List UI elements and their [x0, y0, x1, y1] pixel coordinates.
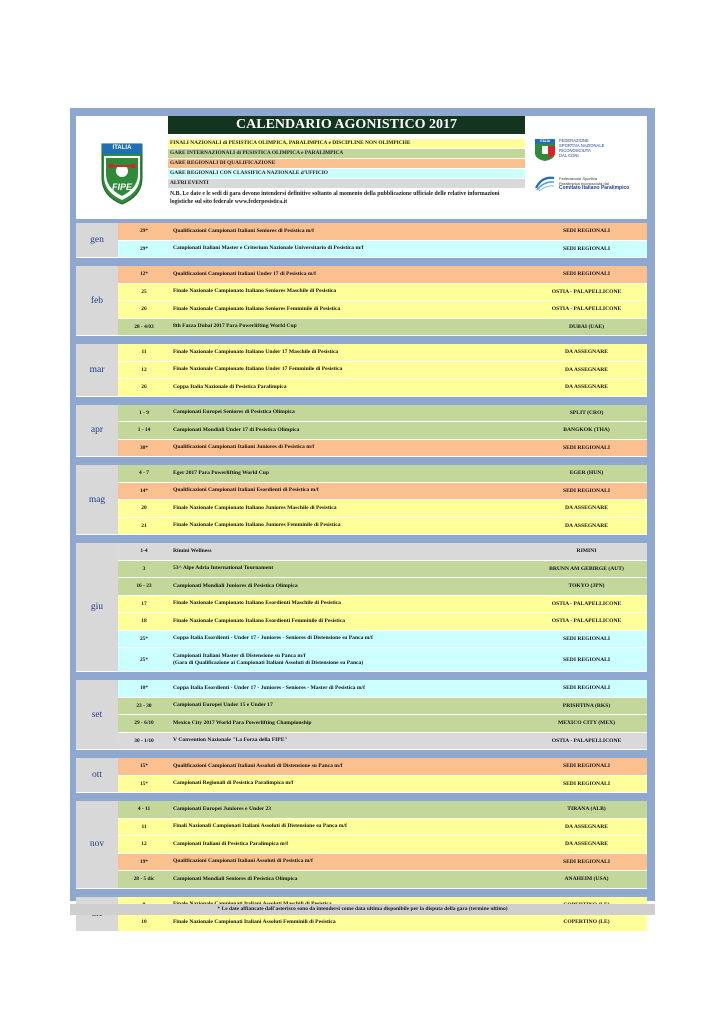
- month-label: mag: [76, 465, 118, 534]
- event-place: SEDI REGIONALI: [562, 635, 611, 642]
- event-name: Campionati Europei Seniores di Pesistica Olimpica: [173, 409, 295, 416]
- event-place: EGER (HUN): [569, 470, 604, 477]
- event-place: TOKYO (JPN): [568, 583, 605, 590]
- event-name: Rimini Wellness: [173, 547, 212, 554]
- event-name: Qualificazioni Campionati Italiani Seniores di Pesistica m/f: [173, 227, 314, 234]
- event-row: [118, 836, 647, 853]
- event-name: Finale Nazionale Campionato Italiano Juniores Maschile di Pesistica: [173, 504, 337, 511]
- event-row: [118, 543, 647, 560]
- info-note: N.B. Le date e le sedi di gara devono intendersi definitive soltanto al momento della pubblicazione ufficiale delle relative informazioni logistiche sul sito federale www.federpesistica.it: [170, 191, 500, 205]
- event-row: [118, 758, 647, 775]
- event-place: SPLIT (CRO): [569, 409, 604, 416]
- fipe-name-label: FIPE: [111, 182, 132, 192]
- month-label: giu: [76, 543, 118, 671]
- coni-text-line: SPORTIVA NAZIONALE: [559, 143, 605, 148]
- event-name: Qualificazioni Campionati Italiani Under 17 di Pesistica m/f: [173, 270, 317, 277]
- month-label: gen: [76, 223, 118, 257]
- event-row: [118, 914, 647, 931]
- event-date: 17: [141, 600, 147, 607]
- fipe-country-label: ITALIA: [112, 145, 132, 151]
- month-label: ott: [76, 758, 118, 792]
- event-date: 14*: [139, 487, 149, 494]
- event-row: [118, 561, 647, 578]
- event-place: SEDI REGIONALI: [562, 780, 611, 787]
- event-date: 12: [141, 841, 147, 848]
- event-date: 15*: [139, 763, 149, 770]
- event-name: Finale Nazionale Campionato Italiano Under 17 Maschile di Pesistica: [173, 348, 339, 355]
- event-date: 10: [141, 919, 147, 926]
- month-giu: [76, 543, 647, 672]
- event-date: 15*: [139, 780, 149, 787]
- event-row: [118, 596, 647, 613]
- legend-item: ALTRI EVENTI: [168, 179, 525, 188]
- event-place: OSTIA - PALAPELLICONE: [551, 600, 622, 607]
- event-name: Coppa Italia Esordienti - Under 17 - Juniores - Seniores di Distensione su Panca m/f: [173, 635, 373, 642]
- month-feb: [76, 266, 647, 336]
- event-name-line: Campionati Italiani Master di Distensione su Panca m/f: [173, 652, 306, 659]
- cip-text: [559, 176, 629, 191]
- event-row: [118, 680, 647, 697]
- event-date: 23 - 30: [136, 702, 152, 709]
- event-row: [118, 284, 647, 301]
- event-place: DA ASSEGNARE: [564, 349, 609, 356]
- legend-item: FINALI NAZIONALI di PESISTICA OLIMPICA, PARALIMPICA e DISCIPLINE NON OLIMPICHE: [168, 139, 525, 148]
- fipe-shield-icon: [76, 116, 168, 219]
- event-place: SEDI REGIONALI: [562, 487, 611, 494]
- cip-name: Comitato Italiano Paralimpico: [559, 185, 630, 191]
- event-place: DA ASSEGNARE: [564, 505, 609, 512]
- event-date: 25*: [139, 656, 149, 663]
- event-date: 1 - 9: [139, 409, 149, 416]
- event-name-subline: (Gara di Qualificazione ai Campionati Italiani Assoluti di Distensione su Panca): [173, 659, 364, 666]
- event-name: Qualificazioni Campionati Italiani Assoluti di Pesistica m/f: [173, 858, 313, 865]
- event-row: [118, 715, 647, 732]
- month-gen: [76, 223, 647, 258]
- event-name: Finale Nazionale Campionato Italiano Esordienti Maschile di Pesistica: [173, 600, 341, 607]
- event-date: 4 - 7: [139, 470, 149, 477]
- event-date: 18: [141, 618, 147, 625]
- event-row: [118, 518, 647, 535]
- event-row: [118, 241, 647, 258]
- coni-text-line: DAL CONI: [559, 153, 579, 158]
- event-date: 3: [142, 565, 146, 572]
- event-name: Coppa Italia Nazionale di Pesistica Paralimpica: [173, 383, 287, 390]
- event-place: MEXICO CITY (MEX): [558, 720, 615, 727]
- event-place: SEDI REGIONALI: [562, 685, 611, 692]
- event-place: SEDI REGIONALI: [562, 858, 611, 865]
- event-row: [118, 613, 647, 630]
- month-label: mar: [76, 344, 118, 396]
- event-name: Coppa Italia Esordienti - Under 17 - Juniores - Seniores - Master di Pesistica m/f: [173, 684, 365, 691]
- event-date: 11: [141, 823, 147, 830]
- event-date: 16 - 23: [136, 583, 152, 590]
- partner-logos: [528, 116, 647, 219]
- event-date: 29*: [139, 245, 149, 252]
- cip-text-line: Paralimpica riconosciuta dal: [559, 181, 609, 186]
- event-date: 10*: [139, 685, 149, 692]
- event-row: [118, 223, 647, 240]
- event-date: 25: [141, 288, 147, 295]
- event-place: BRUNN AM GEBIRGE (AUT): [549, 565, 624, 572]
- event-place: SEDI REGIONALI: [562, 656, 611, 663]
- legend-item: GARE REGIONALI CON CLASSIFICA NAZIONALE d'UFFICIO: [168, 169, 525, 178]
- fipe-logo: [76, 116, 168, 219]
- coni-text-line: RICONOSCIUTA: [559, 148, 591, 153]
- event-date: 30*: [139, 444, 149, 451]
- legend-item: GARE REGIONALI DI QUALIFICAZIONE: [168, 159, 525, 168]
- event-date: 4 - 11: [137, 806, 151, 813]
- event-place: ANAHEIM (USA): [564, 876, 609, 883]
- event-row: [118, 819, 647, 836]
- event-name: Finali Nazionali Campionati Italiani Assoluti di Distensione su Panca m/f: [173, 823, 347, 830]
- event-place: DA ASSEGNARE: [564, 384, 609, 391]
- month-label: set: [76, 680, 118, 749]
- event-place: BANGKOK (THA): [563, 427, 610, 434]
- event-row: [118, 801, 647, 818]
- coni-text: [559, 138, 604, 158]
- event-name: Finale Nazionale Campionato Italiano Under 17 Femminile di Pesistica: [173, 366, 343, 373]
- event-place: SEDI REGIONALI: [562, 444, 611, 451]
- event-row: [118, 578, 647, 595]
- event-row: [118, 440, 647, 457]
- event-name: Campionati Europei Under 15 e Under 17: [173, 702, 273, 709]
- event-date: 29*: [139, 228, 149, 235]
- event-place: DA ASSEGNARE: [564, 522, 609, 529]
- event-date: 26: [141, 306, 147, 313]
- event-name: Finale Nazionale Campionato Italiano Seniores Femminile di Pesistica: [173, 305, 341, 312]
- month-apr: [76, 405, 647, 458]
- event-date: 20: [141, 505, 147, 512]
- coni-text-line: FEDERAZIONE: [559, 138, 589, 143]
- event-date: 1 - 14: [137, 427, 151, 434]
- event-place: DA ASSEGNARE: [564, 841, 609, 848]
- event-place: COPERTINO (LE): [563, 919, 610, 926]
- event-place: DUBAI (UAE): [569, 323, 604, 330]
- event-row: [118, 319, 647, 336]
- event-place: OSTIA - PALAPELLICONE: [551, 618, 622, 625]
- month-set: [76, 680, 647, 750]
- event-date: 30 - 1/10: [134, 737, 154, 744]
- event-date: 12*: [139, 271, 149, 278]
- event-name: Qualificazioni Campionati Italiani Juniores di Pesistica m/f: [173, 444, 315, 451]
- event-row: [118, 500, 647, 517]
- cip-text-line: Federazione Sportiva: [559, 176, 598, 181]
- event-row: [118, 483, 647, 500]
- cip-swoosh-icon: [534, 174, 556, 192]
- event-row: [118, 266, 647, 283]
- event-place: OSTIA - PALAPELLICONE: [551, 737, 622, 744]
- event-row: [118, 465, 647, 482]
- event-name: Campionati Mondiali Under 17 di Pesistica Olimpica: [173, 426, 300, 433]
- event-date: 28 - 4/03: [134, 323, 154, 330]
- event-name: Campionati Mondiali Seniores di Pesistica Olimpica: [173, 875, 298, 882]
- event-name: Campionati Italiani Master e Criterium Nazionale Universitario di Pesistica m/f: [173, 245, 364, 252]
- event-name: Finale Nazionale Campionato Italiano Esordienti Femminile di Pesistica: [173, 617, 346, 624]
- event-date: 26: [141, 384, 147, 391]
- event-row: [118, 344, 647, 361]
- month-label: apr: [76, 405, 118, 457]
- event-date: 28 - 5 dic: [133, 876, 155, 883]
- event-name: Campionati Italiani di Pesistica Paralimpica m/f: [173, 840, 289, 847]
- event-row: [118, 854, 647, 871]
- month-ott: [76, 758, 647, 793]
- event-row: [118, 405, 647, 422]
- event-name: V Convention Nazionale "La Forza della FIPE": [173, 737, 288, 744]
- calendar-header: [76, 116, 647, 219]
- event-row: [118, 776, 647, 793]
- event-date: 19*: [139, 858, 149, 865]
- month-label: nov: [76, 801, 118, 888]
- event-row: [118, 422, 647, 439]
- event-row: [118, 301, 647, 318]
- event-name: 53^ Alpe Adria International Tournament: [173, 565, 274, 572]
- event-row: [118, 733, 647, 750]
- event-row: [118, 871, 647, 888]
- event-date: 25*: [139, 635, 149, 642]
- event-place: SEDI REGIONALI: [562, 228, 611, 235]
- event-name: Campionati Mondiali Juniores di Pesistica Olimpica: [173, 582, 298, 589]
- event-name: 8th Fazza Dubai 2017 Para Powerlifting World Cup: [173, 323, 297, 330]
- event-name: Finale Nazionale Campionati Italiani Assoluti Femminili di Pesistica: [173, 918, 336, 925]
- event-date: 29 - 6/10: [134, 720, 154, 727]
- event-name: Qualificazioni Campionati Italiani Esordienti di Pesistica m/f: [173, 487, 319, 494]
- event-place: SEDI REGIONALI: [562, 763, 611, 770]
- event-row: [118, 698, 647, 715]
- event-place: OSTIA - PALAPELLICONE: [551, 288, 622, 295]
- event-row: [118, 379, 647, 396]
- month-label: feb: [76, 266, 118, 335]
- event-date: 11: [141, 349, 147, 356]
- event-place: PRISHTINA (RKS): [562, 702, 611, 709]
- event-row: [118, 648, 647, 671]
- event-place: TIRANA (ALB): [567, 806, 606, 813]
- event-date: 21: [141, 522, 147, 529]
- event-name: [170, 648, 526, 671]
- event-name: Mexico City 2017 World Para Powerlifting Championship: [173, 719, 312, 726]
- event-name: Finale Nazionale Campionato Italiano Juniores Femminile di Pesistica: [173, 522, 341, 529]
- month-mar: [76, 344, 647, 397]
- month-nov: [76, 801, 647, 889]
- coni-country-label: ITALIA: [539, 139, 551, 143]
- month-mag: [76, 465, 647, 535]
- event-name: Eger 2017 Para Powerlifting World Cup: [173, 469, 269, 476]
- event-place: DA ASSEGNARE: [564, 366, 609, 373]
- event-name: Finale Nazionale Campionato Italiano Seniores Maschile di Pesistica: [173, 288, 337, 295]
- event-place: SEDI REGIONALI: [562, 245, 611, 252]
- event-name: Campionati Regionali di Pesistica Paralimpica m/f: [173, 780, 294, 787]
- footnote: * Le date affiancate dall'asterisco sono da intendersi come data ultima disponibile per la disputa della gara (termine ultimo): [70, 904, 655, 915]
- event-name: Campionati Europei Juniores e Under 23: [173, 805, 272, 812]
- event-row: [118, 631, 647, 648]
- event-place: RIMINI: [576, 548, 597, 555]
- event-date: 12: [141, 366, 147, 373]
- event-row: [118, 362, 647, 379]
- event-name: Qualificazioni Campionati Italiani Assoluti di Distensione su Panca m/f: [173, 762, 343, 769]
- event-date: 1-4: [140, 548, 148, 555]
- event-place: DA ASSEGNARE: [564, 823, 609, 830]
- legend-item: GARE INTERNAZIONALI di PESISTICA OLIMPICA e PARALIMPICA: [168, 149, 525, 158]
- event-place: SEDI REGIONALI: [562, 271, 611, 278]
- event-place: OSTIA - PALAPELLICONE: [551, 306, 622, 313]
- page-title: CALENDARIO AGONISTICO 2017: [168, 116, 525, 134]
